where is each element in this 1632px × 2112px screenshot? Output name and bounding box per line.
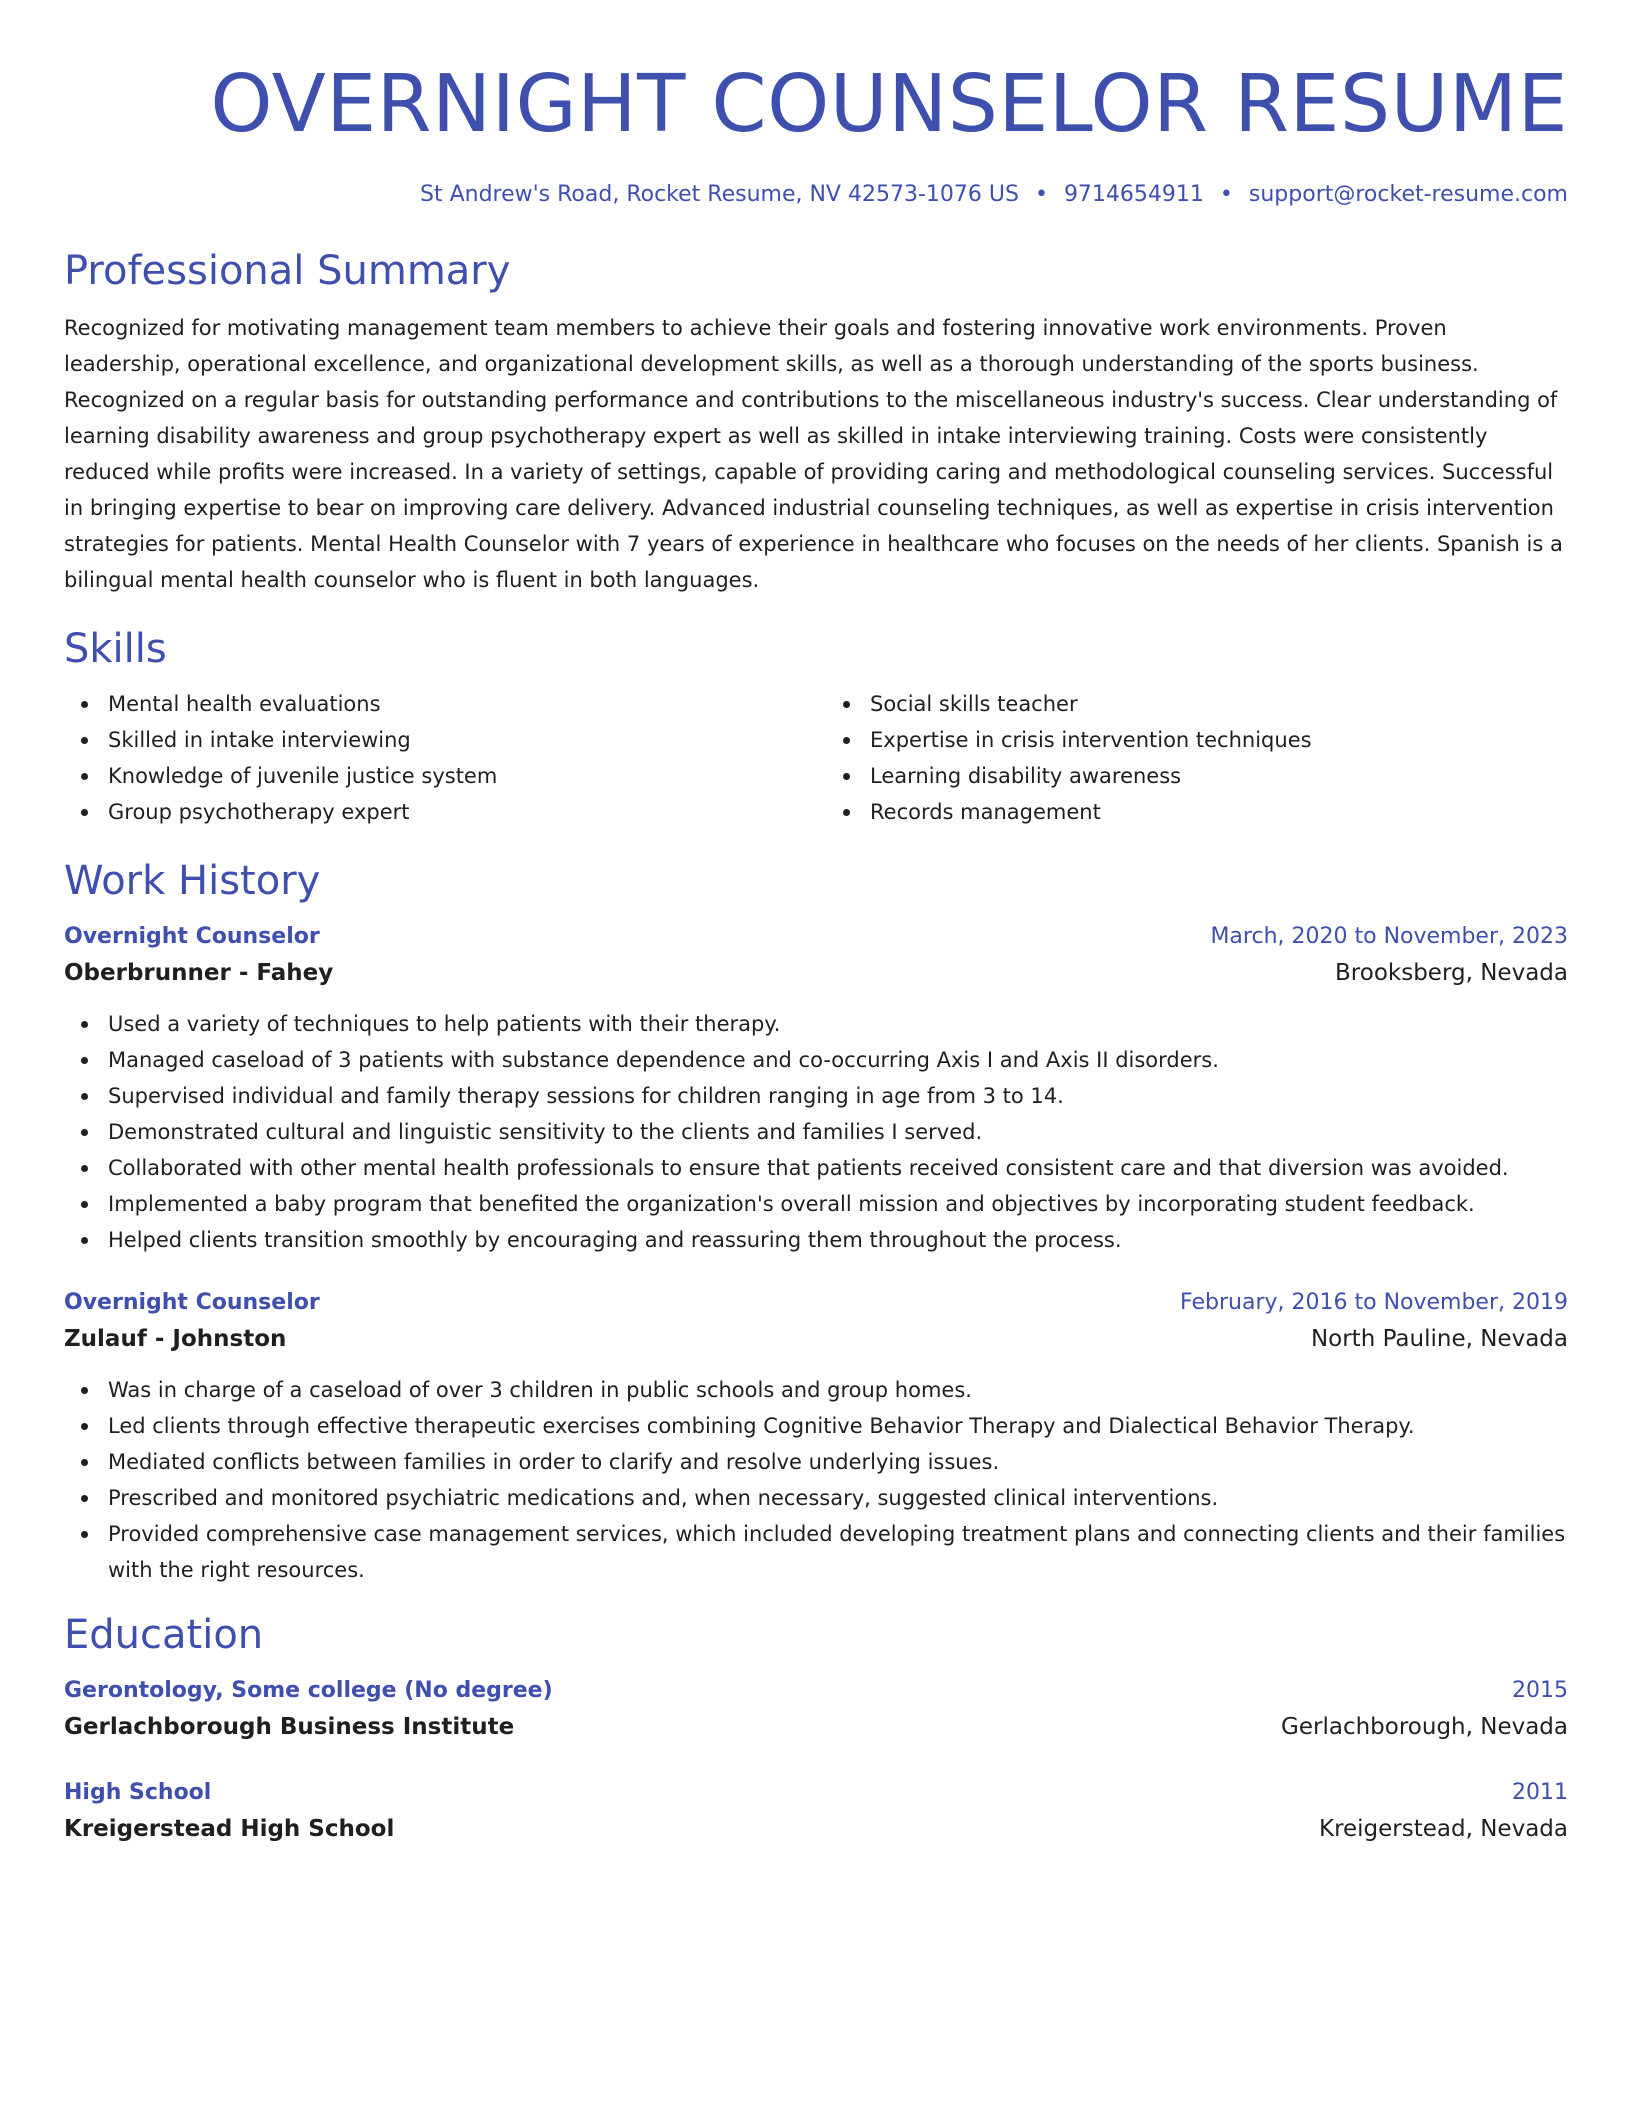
- education-school-row: [64, 1708, 1568, 1746]
- education-entry: [64, 1674, 1568, 1746]
- skill-item: Expertise in crisis intervention techniques: [826, 722, 1568, 758]
- skill-item: Skilled in intake interviewing: [64, 722, 806, 758]
- skills-list: [64, 686, 1568, 830]
- education-header-row: [64, 1776, 1568, 1810]
- education-header-row: [64, 1674, 1568, 1708]
- job-bullet: Prescribed and monitored psychiatric medications and, when necessary, suggested clinical interventions.: [64, 1480, 1568, 1516]
- job-bullet: Used a variety of techniques to help patients with their therapy.: [64, 1006, 1568, 1042]
- education-year: 2015: [1512, 1678, 1568, 1703]
- job-bullets: [64, 1372, 1568, 1588]
- job-bullet: Led clients through effective therapeutic exercises combining Cognitive Behavior Therapy and Dialectical Behavior Therapy.: [64, 1408, 1568, 1444]
- contact-separator: •: [1219, 182, 1233, 207]
- job-entry: [64, 1286, 1568, 1588]
- contact-email[interactable]: support@rocket-resume.com: [1248, 182, 1568, 207]
- education-location: Kreigerstead, Nevada: [1318, 1816, 1568, 1842]
- job-bullet: Demonstrated cultural and linguistic sensitivity to the clients and families I served.: [64, 1114, 1568, 1150]
- skills-column-right: [826, 686, 1568, 830]
- job-bullet: Was in charge of a caseload of over 3 children in public schools and group homes.: [64, 1372, 1568, 1408]
- job-title: Overnight Counselor: [64, 924, 320, 949]
- contact-phone: 9714654911: [1063, 182, 1204, 207]
- work-history-heading: Work History: [64, 858, 321, 904]
- job-bullet: Managed caseload of 3 patients with substance dependence and co-occurring Axis I and Axis II disorders.: [64, 1042, 1568, 1078]
- job-dates: March, 2020 to November, 2023: [1210, 924, 1568, 949]
- contact-line: [64, 180, 1568, 210]
- summary-heading: Professional Summary: [64, 248, 511, 294]
- job-bullet: Supervised individual and family therapy sessions for children ranging in age from 3 to 14.: [64, 1078, 1568, 1114]
- job-entry: [64, 920, 1568, 1258]
- education-degree: High School: [64, 1780, 212, 1805]
- job-company: Oberbrunner - Fahey: [64, 960, 334, 986]
- summary-text: Recognized for motivating management team members to achieve their goals and fostering innovative work environments. Proven leadership, operational excellence, and organizational development skills, as well as a thorough understanding of the sports business. Recognized on a regular basis for outstanding performance and contributions to the miscellaneous industry's success. Clear understanding of learning disability awareness and group psychotherapy expert as well as skilled in intake interviewing training. Costs were consistently reduced while profits were increased. In a variety of settings, capable of providing caring and methodological counseling services. Successful in bringing expertise to bear on improving care delivery. Advanced industrial counseling techniques, as well as expertise in crisis intervention strategies for patients. Mental Health Counselor with 7 years of experience in healthcare who focuses on the needs of her clients. Spanish is a bilingual mental health counselor who is fluent in both languages.: [64, 316, 1563, 592]
- job-bullets: [64, 1006, 1568, 1258]
- job-bullet: Provided comprehensive case management services, which included developing treatment plans and connecting clients and their families with the right resources.: [64, 1516, 1568, 1588]
- education-school: Gerlachborough Business Institute: [64, 1714, 515, 1740]
- job-company-row: [64, 1320, 1568, 1358]
- skill-item: Group psychotherapy expert: [64, 794, 806, 830]
- education-heading: Education: [64, 1612, 264, 1658]
- job-bullet: Collaborated with other mental health professionals to ensure that patients received consistent care and that diversion was avoided.: [64, 1150, 1568, 1186]
- job-title: Overnight Counselor: [64, 1290, 320, 1315]
- contact-address: St Andrew's Road, Rocket Resume, NV 42573-1076 US: [420, 182, 1019, 207]
- job-bullet: Helped clients transition smoothly by encouraging and reassuring them throughout the process.: [64, 1222, 1568, 1258]
- skill-item: Mental health evaluations: [64, 686, 806, 722]
- education-location: Gerlachborough, Nevada: [1281, 1714, 1568, 1740]
- skills-heading: Skills: [64, 626, 167, 672]
- education-year: 2011: [1512, 1780, 1568, 1805]
- education-school: Kreigerstead High School: [64, 1816, 395, 1842]
- skill-item: Social skills teacher: [826, 686, 1568, 722]
- job-header-row: [64, 1286, 1568, 1320]
- resume-title: OVERNIGHT COUNSELOR RESUME: [210, 58, 1568, 150]
- skill-item: Learning disability awareness: [826, 758, 1568, 794]
- job-header-row: [64, 920, 1568, 954]
- job-company: Zulauf - Johnston: [64, 1326, 287, 1352]
- job-location: Brooksberg, Nevada: [1335, 960, 1568, 986]
- education-entry: [64, 1776, 1568, 1848]
- resume-page: [64, 0, 1568, 1848]
- skill-item: Records management: [826, 794, 1568, 830]
- contact-separator: •: [1034, 182, 1048, 207]
- education-degree: Gerontology, Some college (No degree): [64, 1678, 553, 1703]
- skills-column-left: [64, 686, 806, 830]
- job-company-row: [64, 954, 1568, 992]
- skill-item: Knowledge of juvenile justice system: [64, 758, 806, 794]
- job-location: North Pauline, Nevada: [1310, 1326, 1568, 1352]
- job-bullet: Implemented a baby program that benefited the organization's overall mission and objectives by incorporating student feedback.: [64, 1186, 1568, 1222]
- job-bullet: Mediated conflicts between families in order to clarify and resolve underlying issues.: [64, 1444, 1568, 1480]
- education-school-row: [64, 1810, 1568, 1848]
- job-dates: February, 2016 to November, 2019: [1180, 1290, 1568, 1315]
